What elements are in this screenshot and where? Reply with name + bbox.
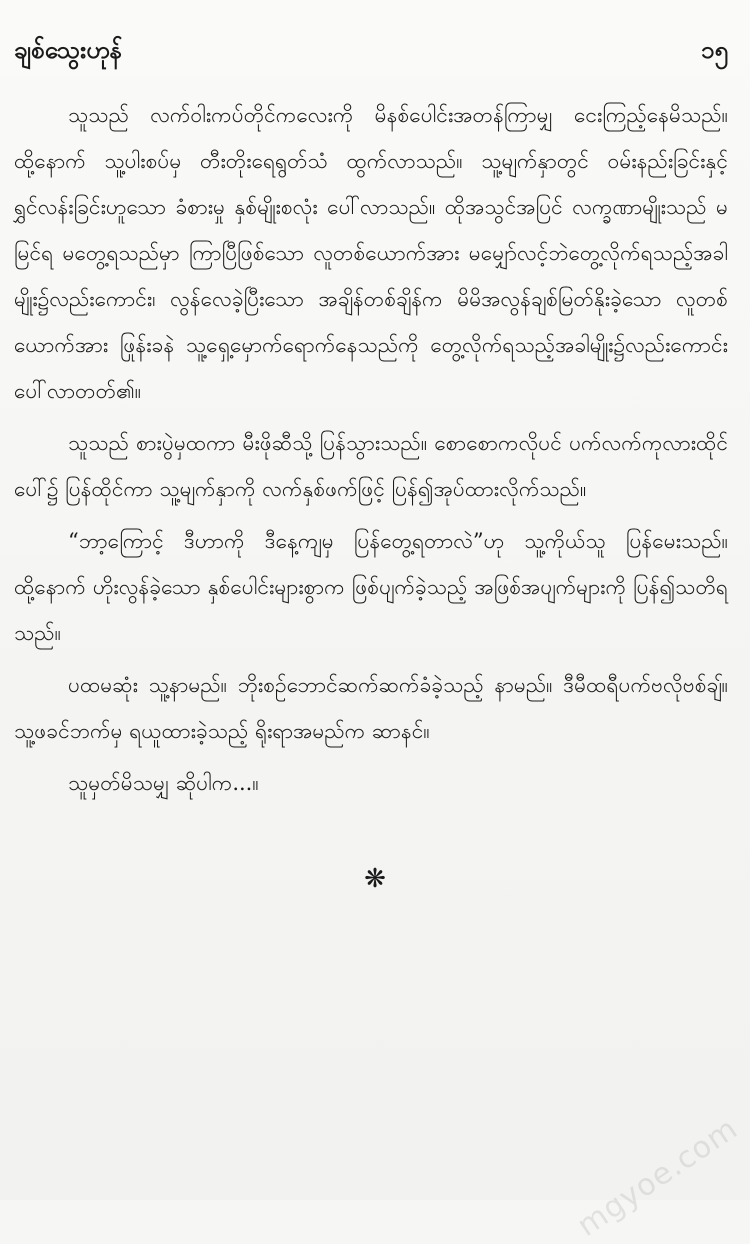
section-separator: ❋ [364,864,386,894]
paragraph-1: သူသည် လက်ဝါးကပ်တိုင်ကလေးကို မိနစ်ပေါင်းအတန်ကြာမျှ ငေးကြည့်နေမိသည်။ ထို့နောက် သူ့ပါးစပ်မှ တီးတိုးရေရွတ်သံ ထွက်လာသည်။ သူ့မျက်နှာတွင် ဝမ်းနည်းခြင်းနှင့် ရွှင်လန်းခြင်းဟူသော ခံစားမှု နှစ်မျိုးစလုံး ပေါ်လာသည်။ ထိုအသွင်အပြင် လက္ခဏာမျိုးသည် မမြင်ရ မတွေ့ရသည်မှာ ကြာပြီဖြစ်သော လူတစ်ယောက်အား မမျှော်လင့်ဘဲတွေ့လိုက်ရသည့်အခါမျိုး၌လည်းကောင်း၊ လွန်လေခဲ့ပြီးသော အချိန်တစ်ချိန်က မိမိအလွန်ချစ်မြတ်နိုးခဲ့သော လူတစ်ယောက်အား ဖြုန်းခနဲ သူ့ရှေ့မှောက်ရောက်နေသည်ကို တွေ့လိုက်ရသည့်အခါမျိုး၌လည်းကောင်း ပေါ်လာတတ်၏။ [14,103,728,403]
paragraph-5: သူမှတ်မိသမျှ ဆိုပါက...။ [68,771,259,795]
running-title: ချစ်သွေးဟုန် [14,35,123,64]
paragraph-2: သူသည် စားပွဲမှထကာ မီးဖိုဆီသို့ ပြန်သွားသည်။ စောစောကလိုပင် ပက်လက်ကုလားထိုင်ပေါ်၌ ပြန်ထိုင်ကာ သူ့မျက်နှာကို လက်နှစ်ဖက်ဖြင့် ပြန်၍အုပ်ထားလိုက်သည်။ [14,431,728,501]
paragraph-4: ပထမဆုံး သူ့နာမည်။ ဘိုးစဉ်ဘောင်ဆက်ဆက်ခံခဲ့သည့် နာမည်။ ဒီမီထရီပက်ဗလိုဗစ်ချ်။ သူ့ဖခင်ဘက်မှ ရယူထားခဲ့သည့် ရိုးရာအမည်က ဆာနင်။ [14,673,728,743]
watermark: mgyoe.com [570,1110,744,1244]
paragraph-3: “ဘာ့ကြောင့် ဒီဟာကို ဒီနေ့ကျမှ ပြန်တွေ့ရတာလဲ”ဟု သူ့ကိုယ်သူ ပြန်မေးသည်။ ထို့နောက် ဟိုးလွန်ခဲ့သော နှစ်ပေါင်းများစွာက ဖြစ်ပျက်ခဲ့သည့် အဖြစ်အပျက်များကို ပြန်၍သတိရသည်။ [14,529,728,645]
page-header [14,30,728,70]
body-text [14,92,728,806]
page-number: ၁၅ [701,35,728,64]
